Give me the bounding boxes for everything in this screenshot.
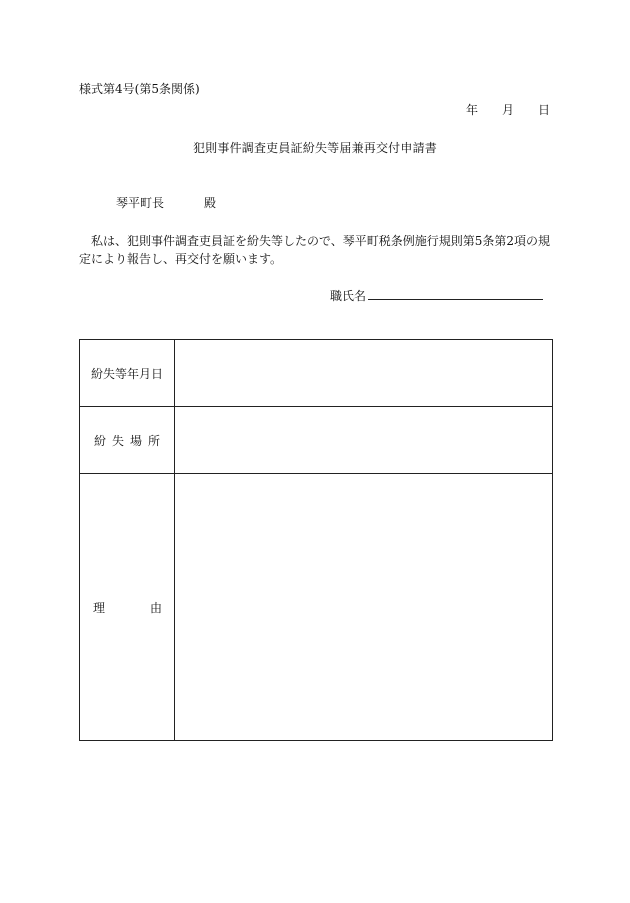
body-paragraph (79, 232, 553, 268)
reason-field[interactable] (175, 474, 553, 741)
loss-place-label-cell (80, 407, 175, 474)
addressee-honorific: 殿 (204, 196, 217, 210)
loss-date-label-cell (80, 340, 175, 407)
date-year-label: 年 (465, 103, 478, 117)
table-row-loss-date (80, 340, 553, 407)
date-line (466, 101, 550, 118)
reason-label-second: 由 (149, 600, 162, 615)
date-month-label: 月 (501, 103, 514, 117)
body-text: 私は、犯則事件調査吏員証を紛失等したので、琴平町税条例施行規則第5条第2項の規定により報告し、再交付を願います。 (79, 234, 551, 266)
addressee (116, 194, 216, 211)
table-row-reason (80, 474, 553, 741)
table-row-loss-place (80, 407, 553, 474)
loss-place-field[interactable] (175, 407, 553, 474)
signature-block (330, 287, 543, 304)
loss-place-label: 紛失場所 (93, 433, 166, 448)
date-day-label: 日 (537, 103, 550, 117)
reason-label-cell (80, 474, 175, 741)
signature-label: 職氏名 (330, 289, 367, 303)
signature-line[interactable] (368, 287, 543, 300)
loss-date-label: 紛失等年月日 (90, 366, 163, 381)
application-table (79, 339, 553, 741)
loss-date-field[interactable] (175, 340, 553, 407)
document-title: 犯則事件調査吏員証紛失等届兼再交付申請書 (192, 141, 437, 155)
addressee-name: 琴平町長 (116, 196, 165, 210)
reason-label-first: 理 (93, 600, 106, 615)
form-number: 様式第4号(第5条関係) (79, 82, 200, 96)
